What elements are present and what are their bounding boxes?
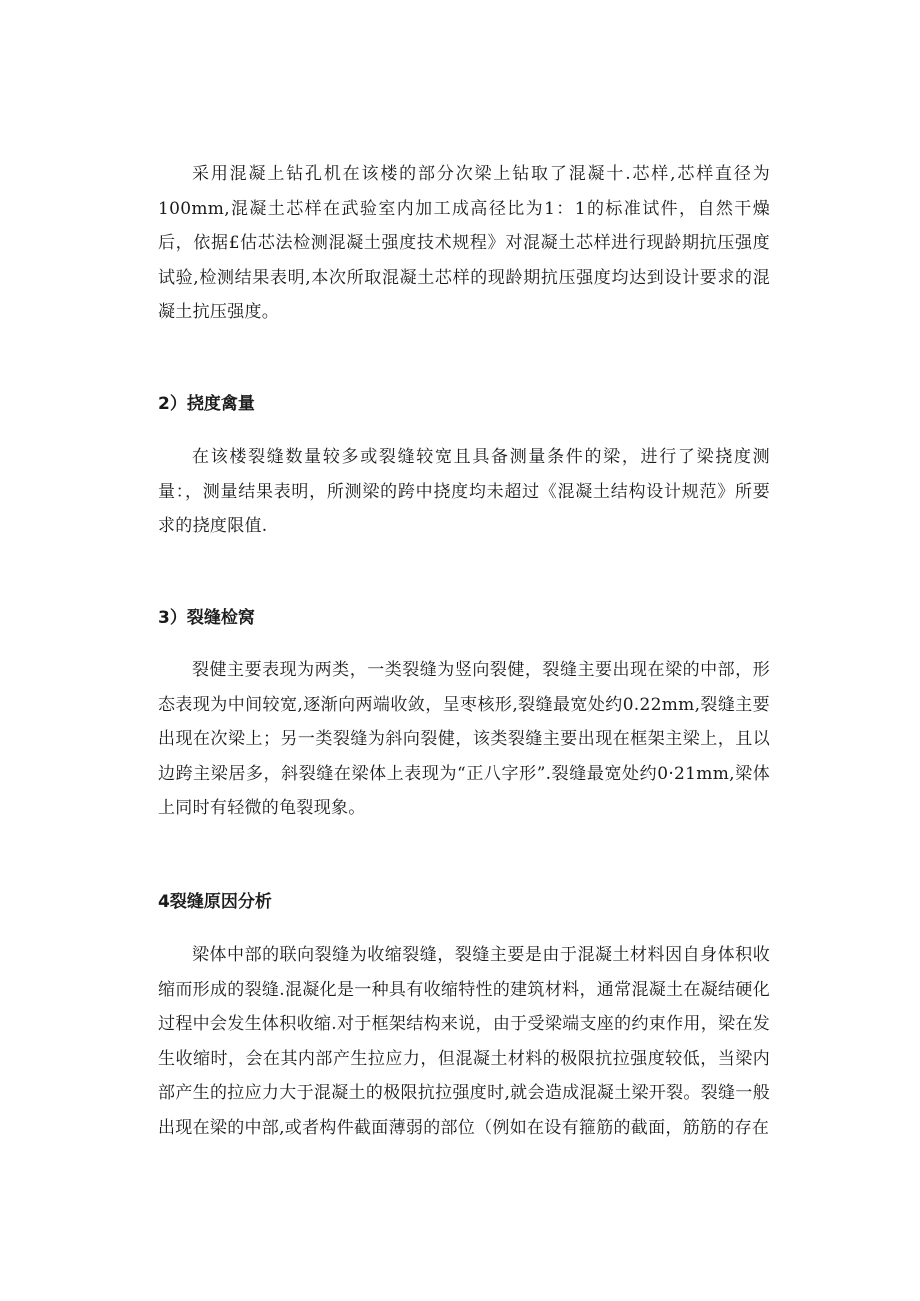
section-heading-crack-cause — [158, 890, 770, 914]
paragraph-text: 梁体中部的联向裂缝为收缩裂缝，裂缝主要是由于混凝土材料因自身体积收缩而形成的裂缝.混凝化是一种具有收缩特性的建筑材料，通常混凝土在凝结硬化过程中会发生体积收缩.对于框架结构来说，由于受梁端支座的约束作用，梁在发生收缩时，会在其内部产生拉应力，但混凝土材料的极限抗拉强度较低，当梁内部产生的拉应力大于混凝土的极限抗拉强度时,就会造成混凝土梁开裂。裂缝一般出现在梁的中部,或者构件截面薄弱的部位（例如在设有箍筋的截面，筋筋的存在 — [158, 945, 770, 1138]
heading-text: 4裂缝原因分析 — [158, 892, 272, 912]
heading-text: 2）挠度禽量 — [158, 394, 255, 414]
section-heading-deflection — [158, 392, 770, 416]
paragraph-crack-inspection — [158, 653, 770, 826]
paragraph-core-sampling — [158, 157, 770, 330]
paragraph-text: 采用混凝上钻孔机在该楼的部分次梁上钻取了混凝十.芯样,芯样直径为100mm,混凝土芯样在武验室内加工成高径比为1：1的标准试件，自然干燥后，依据£估芯法检测混凝土强度技术规程》对混凝土芯样进行现龄期抗压强度试验,检测结果表明,本次所取混凝土芯样的现龄期抗压强度均达到设计要求的混凝土抗压强度。 — [158, 164, 770, 322]
paragraph-text: 在该楼裂缝数量较多或裂缝较宽且具备测量条件的梁，进行了梁挠度测量：，测量结果表明，所测梁的跨中挠度均未超过《混凝土结构设计规范》所要求的挠度限值. — [158, 447, 770, 536]
paragraph-deflection — [158, 440, 770, 544]
paragraph-text: 裂健主要表现为两类，一类裂缝为竖向裂健，裂缝主要出现在梁的中部，形态表现为中间较宽,逐渐向两端收敛，呈枣核形,裂缝最宽处约0.22mm,裂缝主要出现在次梁上；另一类裂缝为斜向裂健，该类裂缝主要出现在框架主梁上，且以边跨主梁居多，斜裂缝在梁体上表现为“正八字形”.裂缝最宽处约0·21mm,梁体上同时有轻微的龟裂现象。 — [158, 660, 770, 818]
section-heading-crack-inspection — [158, 606, 770, 630]
heading-text: 3）裂缝检窝 — [158, 608, 255, 628]
paragraph-crack-cause — [158, 938, 770, 1145]
